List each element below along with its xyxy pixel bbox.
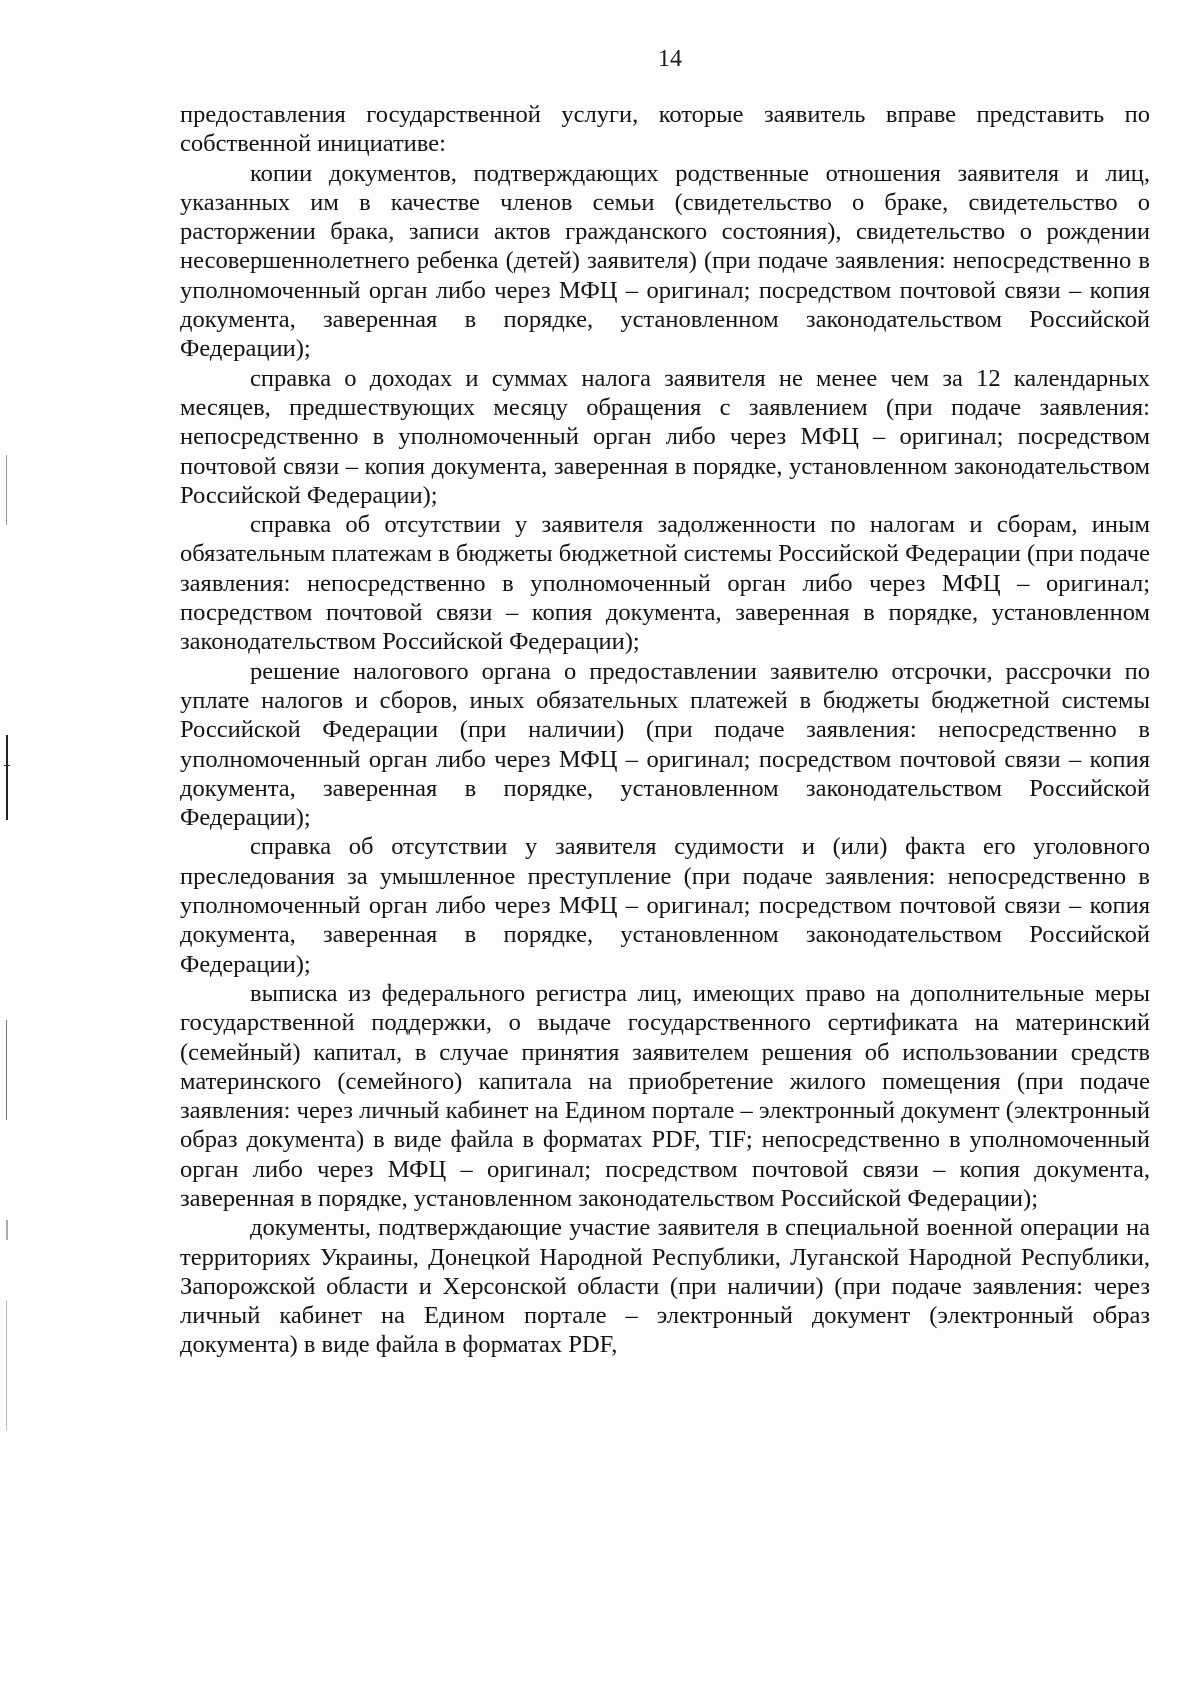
paragraph-military-operation-documents: документы, подтверждающие участие заявителя в специальной военной операции на территориях Украины, Донецкой Народной Республики, Луганской Народной Республики, Запорожской области и Херсонской области (при наличии) (при подаче заявления: через личный кабинет на Едином портале – электронный документ (электронный образ документа) в виде файла в форматах PDF, [180, 1214, 1150, 1359]
paragraph-tax-deferral-decision: решение налогового органа о предоставлении заявителю отсрочки, рассрочки по уплате налогов и сборов, иных обязательных платежей в бюджеты бюджетной системы Российской Федерации (при наличии) (при подаче заявления: непосредственно в уполномоченный орган либо через МФЦ – оригинал; посредством почтовой связи – копия документа, заверенная в порядке, установленном законодательством Российской Федерации); [180, 657, 1150, 832]
scan-artifact [6, 735, 8, 820]
scan-artifact [6, 455, 7, 525]
paragraph-kinship-documents: копии документов, подтверждающих родственные отношения заявителя и лиц, указанных им в качестве членов семьи (свидетельство о браке, свидетельство о расторжении брака, записи актов гражданского состояния), свидетельство о рождении несовершеннолетнего ребенка (детей) заявителя) (при подаче заявления: непосредственно в уполномоченный орган либо через МФЦ – оригинал; посредством почтовой связи – копия документа, заверенная в порядке, установленном законодательством Российской Федерации); [180, 159, 1150, 363]
document-body [180, 100, 1150, 1360]
paragraph-income-certificate: справка о доходах и суммах налога заявителя не менее чем за 12 календарных месяцев, предшествующих месяцу обращения с заявлением (при подаче заявления: непосредственно в уполномоченный орган либо через МФЦ – оригинал; посредством почтовой связи – копия документа, заверенная в порядке, установленном законодательством Российской Федерации); [180, 364, 1150, 509]
scan-artifact [6, 1220, 8, 1240]
scan-artifact [4, 765, 10, 766]
paragraph-no-criminal-record-certificate: справка об отсутствии у заявителя судимости и (или) факта его уголовного преследования за умышленное преступление (при подаче заявления: непосредственно в уполномоченный орган либо через МФЦ – оригинал; посредством почтовой связи – копия документа, заверенная в порядке, установленном законодательством Российской Федерации); [180, 833, 1150, 978]
page-number: 14 [658, 46, 682, 72]
scan-artifact [6, 1020, 7, 1120]
paragraph-maternity-capital-extract: выписка из федерального регистра лиц, имеющих право на дополнительные меры государственной поддержки, о выдаче государственного сертификата на материнский (семейный) капитал, в случае принятия заявителем решения об использовании средств материнского (семейного) капитала на приобретение жилого помещения (при подаче заявления: через личный кабинет на Едином портале – электронный документ (электронный образ документа) в виде файла в форматах PDF, TIF; непосредственно в уполномоченный орган либо через МФЦ – оригинал; посредством почтовой связи – копия документа, заверенная в порядке, установленном законодательством Российской Федерации); [180, 979, 1150, 1212]
paragraph-continuation: предоставления государственной услуги, которые заявитель вправе представить по собственной инициативе: [180, 101, 1150, 158]
paragraph-no-tax-debt-certificate: справка об отсутствии у заявителя задолженности по налогам и сборам, иным обязательным платежам в бюджеты бюджетной системы Российской Федерации (при подаче заявления: непосредственно в уполномоченный орган либо через МФЦ – оригинал; посредством почтовой связи – копия документа, заверенная в порядке, установленном законодательством Российской Федерации); [180, 511, 1150, 656]
scan-artifact [6, 1300, 7, 1430]
